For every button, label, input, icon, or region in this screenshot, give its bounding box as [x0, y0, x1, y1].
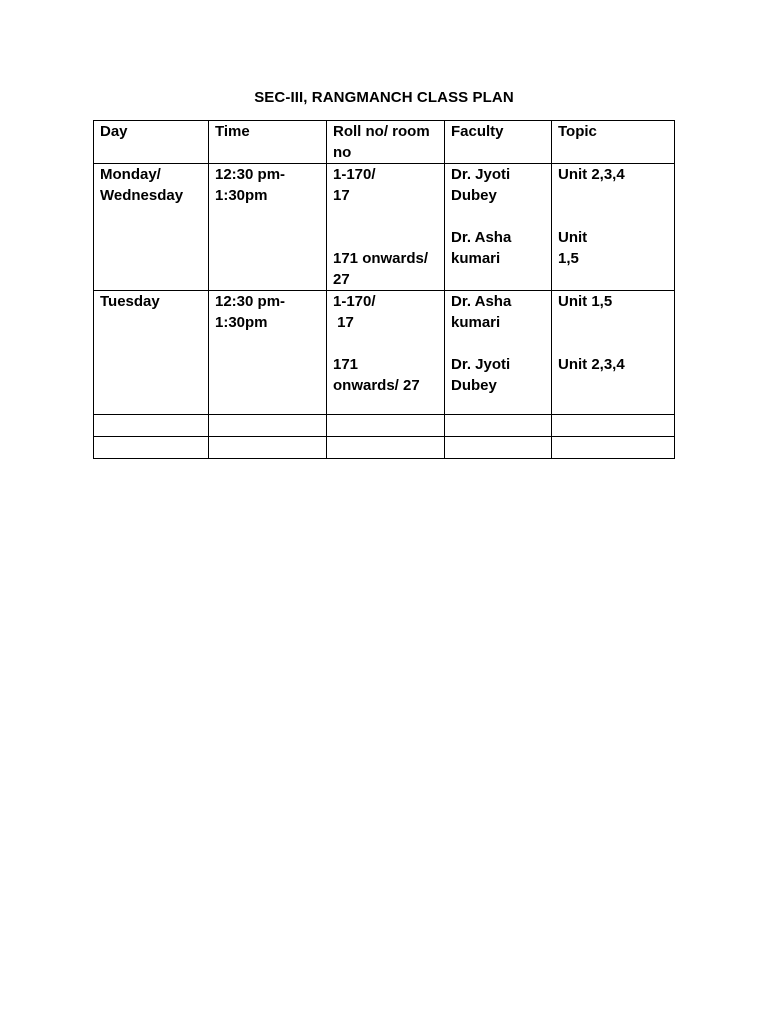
topic-text: Unit 1,5 — [558, 293, 613, 310]
faculty-text: Dr. Jyoti — [451, 356, 511, 373]
spacer — [333, 227, 438, 248]
empty-cell — [94, 415, 209, 437]
spacer — [451, 206, 545, 227]
time-text: 12:30 pm- — [215, 166, 286, 183]
cell-faculty — [445, 291, 552, 415]
day-text: Tuesday — [100, 293, 160, 310]
empty-table-row — [94, 437, 675, 459]
spacer — [558, 333, 668, 354]
header-cell-day — [94, 121, 209, 164]
roll-text: 17 — [333, 314, 354, 331]
roll-text: 171 onwards/ — [333, 250, 429, 267]
cell-time — [209, 291, 327, 415]
header-topic-label: Topic — [558, 123, 597, 140]
spacer — [333, 206, 438, 227]
roll-text: 1-170/ — [333, 293, 376, 310]
time-text: 1:30pm — [215, 187, 268, 204]
cell-day — [94, 291, 209, 415]
topic-text: Unit 2,3,4 — [558, 356, 625, 373]
faculty-text: Dr. Asha — [451, 229, 512, 246]
topic-text: 1,5 — [558, 250, 579, 267]
empty-cell — [327, 437, 445, 459]
table-row — [94, 291, 675, 415]
cell-roll — [327, 291, 445, 415]
header-roll-label: Roll no/ room — [333, 123, 430, 140]
empty-cell — [445, 415, 552, 437]
faculty-text: Dubey — [451, 187, 497, 204]
faculty-text: kumari — [451, 314, 501, 331]
spacer — [451, 333, 545, 354]
faculty-text: Dubey — [451, 377, 497, 394]
class-plan-table — [93, 120, 675, 459]
cell-faculty — [445, 164, 552, 291]
spacer — [558, 185, 668, 206]
table-row — [94, 164, 675, 291]
spacer — [558, 206, 668, 227]
header-cell-faculty — [445, 121, 552, 164]
time-text: 12:30 pm- — [215, 293, 286, 310]
header-roll-label-cont: no — [333, 144, 352, 161]
header-cell-time — [209, 121, 327, 164]
cell-roll — [327, 164, 445, 291]
roll-text: 1-170/ — [333, 166, 376, 183]
roll-text: onwards/ 27 — [333, 377, 420, 394]
empty-cell — [552, 415, 675, 437]
header-time-label: Time — [215, 123, 250, 140]
time-text: 1:30pm — [215, 314, 268, 331]
day-text: Wednesday — [100, 187, 184, 204]
empty-cell — [209, 437, 327, 459]
empty-cell — [209, 415, 327, 437]
empty-cell — [445, 437, 552, 459]
roll-text: 27 — [333, 271, 350, 288]
empty-cell — [327, 415, 445, 437]
faculty-text: kumari — [451, 250, 501, 267]
cell-topic — [552, 291, 675, 415]
cell-time — [209, 164, 327, 291]
spacer — [333, 333, 438, 354]
header-cell-topic — [552, 121, 675, 164]
topic-text: Unit — [558, 229, 588, 246]
faculty-text: Dr. Asha — [451, 293, 512, 310]
header-day-label: Day — [100, 123, 128, 140]
page-title: SEC-III, RANGMANCH CLASS PLAN — [254, 89, 514, 106]
cell-topic — [552, 164, 675, 291]
empty-table-row — [94, 415, 675, 437]
roll-text: 171 — [333, 356, 359, 373]
roll-text: 17 — [333, 187, 350, 204]
empty-cell — [94, 437, 209, 459]
faculty-text: Dr. Jyoti — [451, 166, 511, 183]
empty-cell — [552, 437, 675, 459]
table-header-row — [94, 121, 675, 164]
header-faculty-label: Faculty — [451, 123, 504, 140]
topic-text: Unit 2,3,4 — [558, 166, 625, 183]
header-cell-roll — [327, 121, 445, 164]
cell-day — [94, 164, 209, 291]
day-text: Monday/ — [100, 166, 161, 183]
spacer — [558, 312, 668, 333]
